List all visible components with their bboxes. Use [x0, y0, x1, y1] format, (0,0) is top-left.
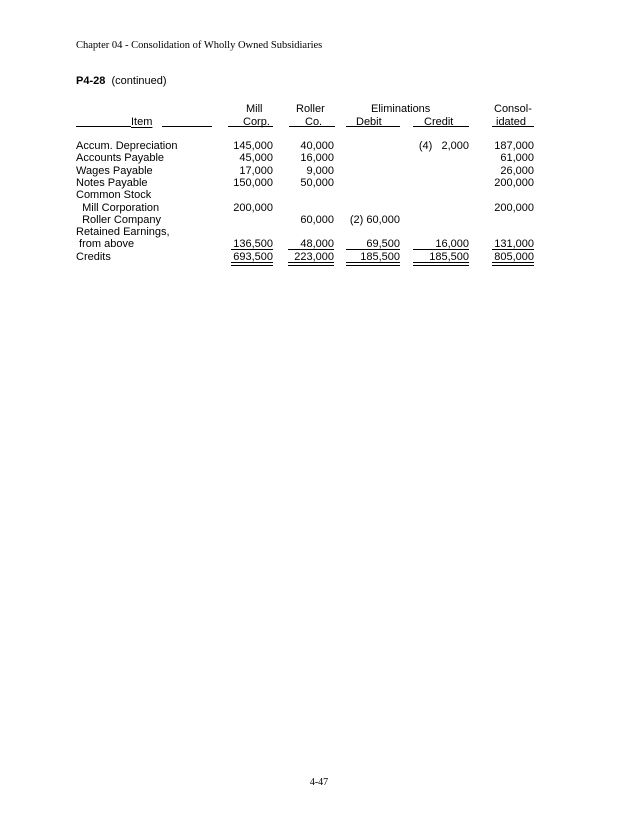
item-header-rule-right — [162, 126, 212, 127]
total-consol-rule — [492, 262, 534, 266]
row-consol-value: 61,000 — [500, 152, 534, 165]
row-item-label: Wages Payable — [76, 164, 153, 177]
row-item-label: Mill Corporation — [76, 201, 160, 214]
roller-header-top: Roller — [296, 103, 325, 115]
item-header-rule-left — [76, 126, 131, 127]
row-roller-value: 40,000 — [300, 140, 334, 152]
row-mill-value: 17,000 — [239, 164, 273, 177]
row-roller-value: 9,000 — [306, 164, 334, 177]
row-mill-value: 45,000 — [239, 152, 273, 165]
eliminations-header: Eliminations — [371, 103, 431, 115]
consolidated-header-bottom: idated — [496, 116, 526, 128]
row-credit-value: (4) 2,000 — [418, 140, 469, 152]
roller-header-bottom: Co. — [305, 116, 323, 128]
row-mill-value: 200,000 — [233, 201, 273, 214]
row-debit-value: 185,500 — [360, 250, 400, 263]
row-consol-value: 131,000 — [494, 238, 534, 251]
total-credit-rule — [413, 262, 469, 266]
problem-note: (continued) — [111, 75, 167, 87]
row-consol-value: 805,000 — [494, 250, 534, 263]
mill-header-bottom: Corp. — [243, 116, 270, 128]
row-item-label: from above — [76, 238, 135, 251]
row-item-label: Credits — [76, 250, 111, 263]
row-roller-value: 16,000 — [300, 152, 334, 165]
item-header: Item — [131, 116, 153, 128]
row-debit-value: 69,500 — [366, 238, 400, 251]
total-mill-rule — [231, 262, 273, 266]
row-roller-value: 48,000 — [300, 238, 334, 251]
total-roller-rule — [288, 262, 334, 266]
page-number: 4-47 — [309, 777, 329, 788]
row-item-label: Common Stock — [76, 189, 152, 202]
consolidated-header-top: Consol- — [494, 103, 532, 115]
row-item-label: Retained Earnings, — [76, 226, 170, 239]
row-consol-value: 200,000 — [494, 176, 534, 189]
row-roller-value: 60,000 — [300, 213, 334, 226]
row-debit-value: (2) 60,000 — [349, 213, 400, 226]
row-consol-value: 187,000 — [494, 140, 534, 152]
row-roller-value: 50,000 — [300, 176, 334, 189]
row-mill-value: 150,000 — [233, 176, 273, 189]
row-item-label: Notes Payable — [76, 176, 148, 189]
row-consol-value: 200,000 — [494, 201, 534, 214]
credit-header: Credit — [424, 116, 454, 128]
row-consol-value: 26,000 — [500, 164, 534, 177]
row-item-label: Roller Company — [76, 213, 161, 226]
row-mill-value: 693,500 — [233, 250, 273, 263]
debit-header: Debit — [356, 116, 382, 128]
chapter-header: Chapter 04 - Consolidation of Wholly Owned Subsidiaries — [76, 40, 323, 51]
total-debit-rule — [346, 262, 400, 266]
row-mill-value: 136,500 — [233, 238, 273, 251]
problem-id: P4-28 — [76, 75, 106, 87]
row-item-label: Accum. Depreciation — [76, 140, 178, 152]
mill-header-top: Mill — [246, 103, 263, 115]
row-item-label: Accounts Payable — [76, 152, 165, 165]
row-credit-value: 185,500 — [429, 250, 469, 263]
row-credit-value: 16,000 — [435, 238, 469, 251]
row-roller-value: 223,000 — [294, 250, 334, 263]
row-mill-value: 145,000 — [233, 140, 273, 152]
